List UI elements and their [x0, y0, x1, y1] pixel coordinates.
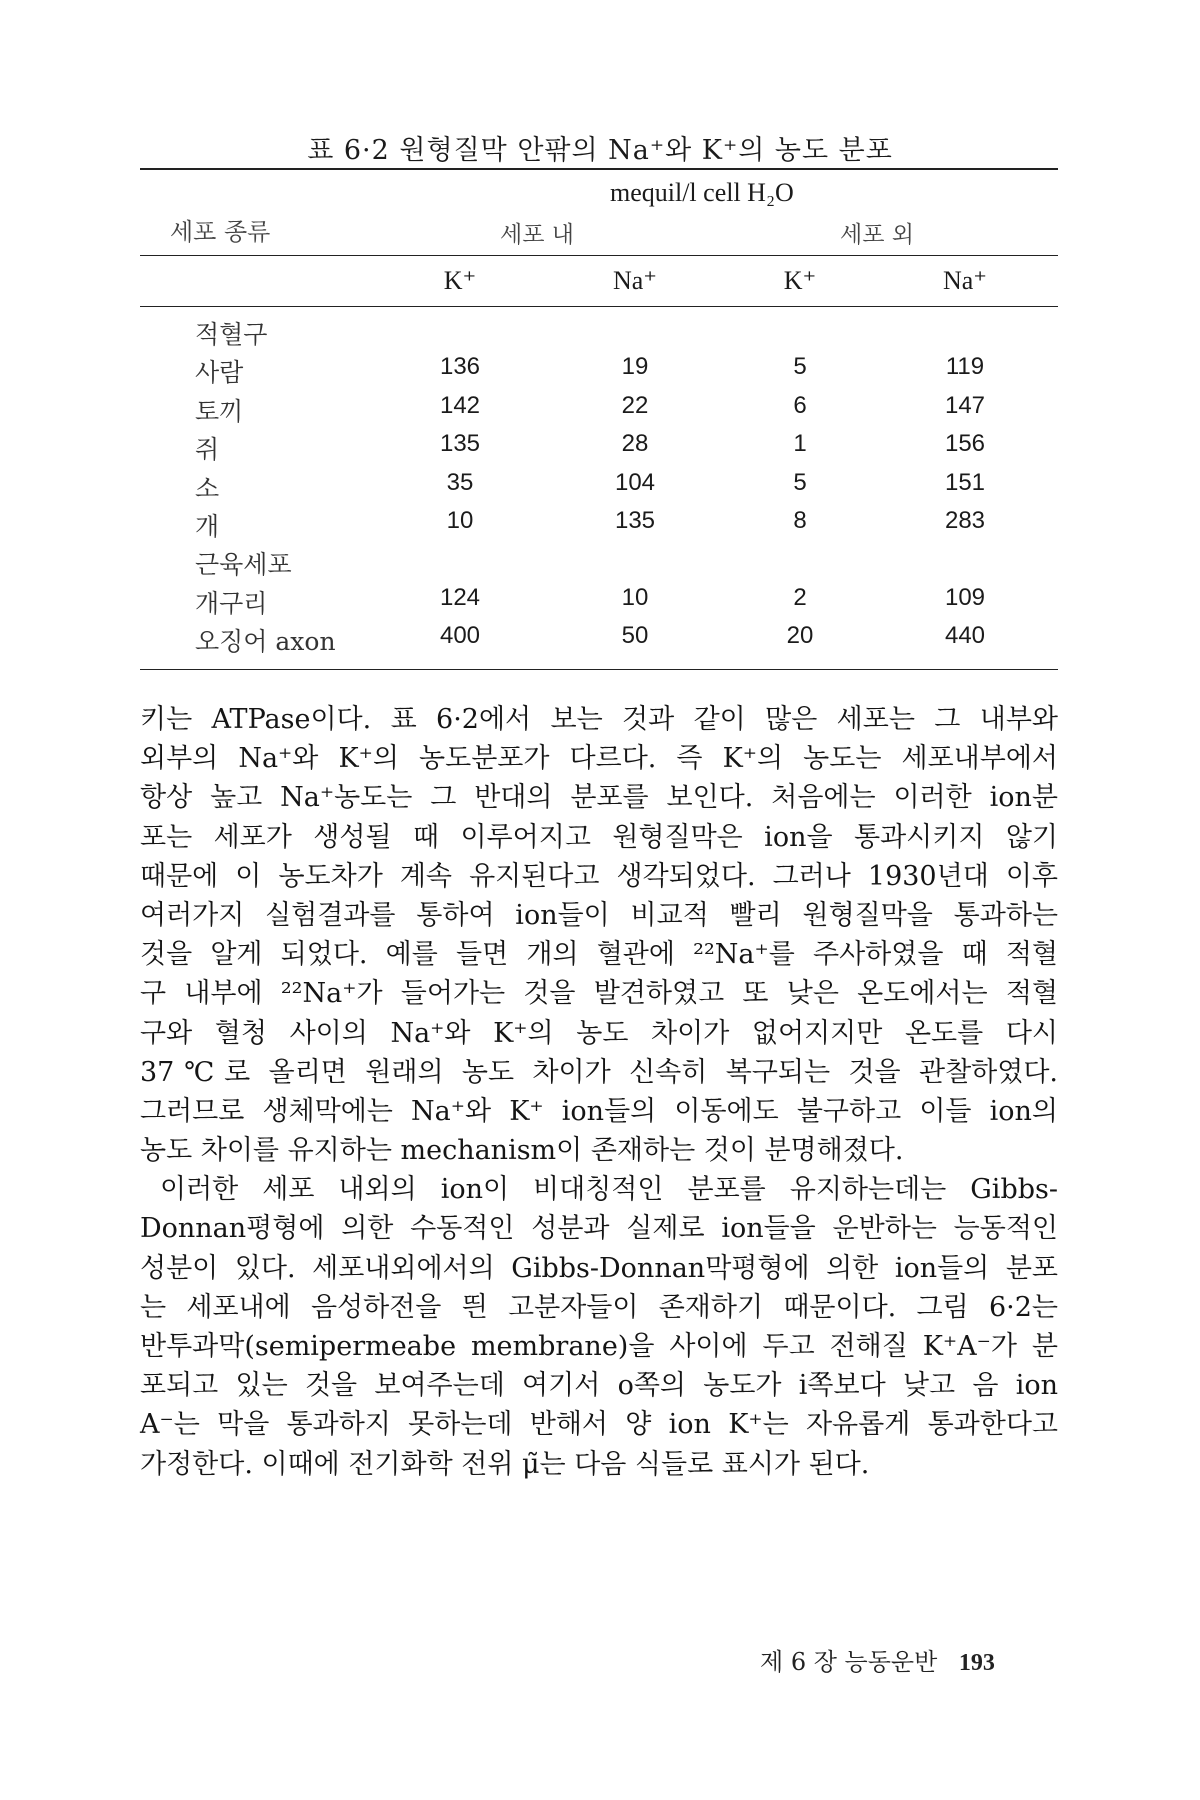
text-line: 37℃로 올리면 원래의 농도 차이가 신속히 복구되는 것을 관찰하였다. [140, 1056, 1058, 1088]
text-line: 키는 ATPase이다. 표 6·2에서 보는 것과 같이 많은 세포는 그 내부와 [140, 704, 1058, 735]
table-caption: 표 6·2 원형질막 안팎의 Na⁺와 K⁺의 농도 분포 [307, 135, 893, 166]
cell-value: 109 [944, 583, 986, 611]
table-body [140, 307, 1058, 669]
text-line: 항상 높고 Na⁺농도는 그 반대의 분포를 보인다. 처음에는 이러한 ion분 [140, 782, 1058, 814]
table-row [140, 388, 1058, 426]
cell-value: 50 [621, 622, 649, 650]
cell-value: 104 [614, 468, 656, 496]
cell-value: 10 [446, 506, 474, 534]
text-line: 그러므로 생체막에는 Na⁺와 K⁺ ion들의 이동에도 불구하고 이들 ion의 [140, 1095, 1058, 1127]
cell-value: 136 [439, 353, 481, 381]
text-line: 것을 알게 되었다. 예를 들면 개의 혈관에 ²²Na⁺를 주사하였을 때 적혈 [140, 939, 1058, 971]
unit-label: mequil/l cell H₂O [610, 178, 794, 207]
cell-value: 156 [944, 430, 986, 458]
text-line: 구와 혈청 사이의 Na⁺와 K⁺의 농도 차이가 없어지지만 온도를 다시 [140, 1017, 1058, 1049]
text-line: 때문에 이 농도차가 계속 유지된다고 생각되었다. 그러나 1930년대 이후 [140, 860, 1058, 892]
cell-value: 8 [793, 506, 807, 534]
cell-value: 20 [786, 622, 814, 650]
table-row [140, 311, 1058, 349]
table-row [140, 541, 1058, 579]
cell-value: 135 [439, 430, 481, 458]
page-number: 193 [958, 1650, 995, 1676]
table-row [140, 349, 1058, 387]
row-label: 사람 [195, 358, 244, 388]
ion-header-inside-na: Na⁺ [612, 266, 658, 295]
cell-value: 147 [944, 391, 986, 419]
cell-value: 6 [793, 391, 807, 419]
table-row [140, 580, 1058, 618]
text-line: 구 내부에 ²²Na⁺가 들어가는 것을 발견하였고 또 낮은 온도에서는 적혈 [140, 978, 1058, 1010]
cell-value: 28 [621, 430, 649, 458]
ion-header-inside-k: K⁺ [443, 266, 477, 295]
cell-value: 119 [945, 353, 985, 381]
chapter-label: 제 6 장 능동운반 [760, 1648, 938, 1676]
row-label: 쥐 [195, 435, 220, 465]
cell-value: 35 [446, 468, 474, 496]
ion-header-outside-k: K⁺ [783, 266, 817, 295]
cell-value: 135 [614, 506, 656, 534]
table-row [140, 503, 1058, 541]
ion-header-row [140, 256, 1058, 306]
text-line: 여러가지 실험결과를 통하여 ion들이 비교적 빨리 원형질막을 통과하는 [140, 899, 1058, 931]
text-line: 이러한 세포 내외의 ion이 비대칭적인 분포를 유지하는데는 Gibbs- [160, 1174, 1058, 1206]
row-label: 개 [195, 511, 220, 541]
ion-concentration-table [140, 168, 1058, 670]
text-line: 성분이 있다. 세포내외에서의 Gibbs-Donnan막평형에 의한 ion들의 분포 [140, 1252, 1058, 1284]
cell-type-header: 세포 종류 [170, 218, 271, 246]
text-line: Donnan평형에 의한 수동적인 성분과 실제로 ion들을 운반하는 능동적인 [140, 1213, 1058, 1245]
cell-value: 440 [944, 622, 986, 650]
cell-value: 1 [793, 430, 807, 458]
table-row [140, 618, 1058, 656]
table-row [140, 465, 1058, 503]
cell-value: 2 [793, 583, 807, 611]
page-footer [760, 1642, 995, 1677]
ion-header-outside-na: Na⁺ [942, 266, 988, 295]
table-bottom-rule [140, 669, 1058, 670]
text-line: 외부의 Na⁺와 K⁺의 농도분포가 다르다. 즉 K⁺의 농도는 세포내부에서 [140, 743, 1058, 775]
cell-value: 124 [439, 583, 481, 611]
cell-value: 22 [621, 391, 649, 419]
cell-value: 400 [439, 622, 481, 650]
text-line: 농도 차이를 유지하는 mechanism이 존재하는 것이 분명해졌다. [140, 1135, 904, 1167]
cell-value: 283 [944, 506, 986, 534]
cell-value: 19 [621, 353, 649, 381]
text-line: 가정한다. 이때에 전기화학 전위 μ̃는 다음 식들로 표시가 된다. [140, 1448, 870, 1480]
row-label: 근육세포 [195, 550, 292, 580]
text-line: 반투과막(semipermeabe membrane)을 사이에 두고 전해질 K⁺A⁻가 분 [140, 1331, 1058, 1362]
text-line: 는 세포내에 음성하전을 띈 고분자들이 존재하기 때문이다. 그림 6·2는 [140, 1291, 1058, 1323]
cell-value: 10 [621, 583, 649, 611]
cell-value: 142 [439, 391, 481, 419]
row-label: 토끼 [195, 396, 244, 426]
row-label: 오징어 axon [195, 627, 336, 657]
text-line: 포되고 있는 것을 보여주는데 여기서 o쪽의 농도가 i쪽보다 낮고 음 ion [140, 1370, 1058, 1402]
cell-value: 5 [793, 353, 807, 381]
text-line: A⁻는 막을 통과하지 못하는데 반해서 양 ion K⁺는 자유롭게 통과한다고 [140, 1409, 1058, 1441]
table-row [140, 426, 1058, 464]
row-label: 적혈구 [195, 320, 268, 349]
row-label: 소 [195, 473, 220, 503]
outside-cell-header: 세포 외 [840, 222, 914, 248]
cell-value: 5 [793, 468, 807, 496]
cell-value: 151 [944, 468, 986, 496]
text-line: 포는 세포가 생성될 때 이루어지고 원형질막은 ion을 통과시키지 않기 [140, 821, 1058, 853]
table-header-group [140, 170, 1058, 255]
row-label: 개구리 [195, 588, 268, 618]
body-text [140, 700, 1058, 1484]
inside-cell-header: 세포 내 [500, 222, 574, 248]
